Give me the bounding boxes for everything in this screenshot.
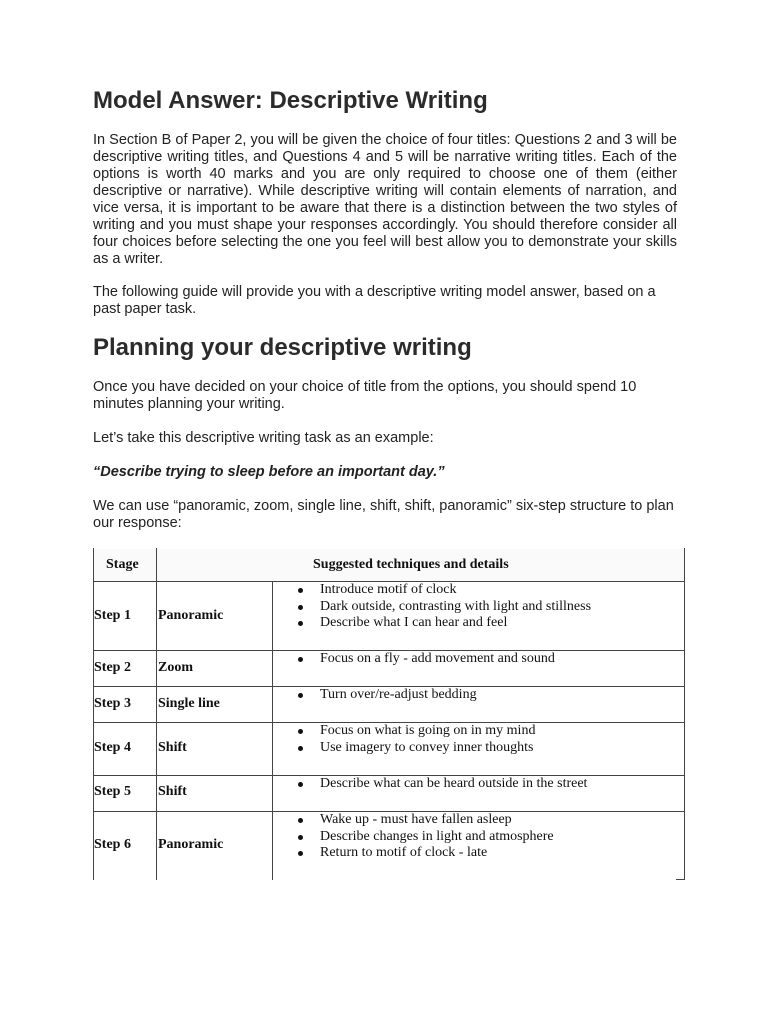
list-item: Turn over/re-adjust bedding — [293, 687, 477, 704]
row-technique: Shift — [158, 740, 187, 755]
row-technique: Panoramic — [158, 608, 224, 623]
row-step: Step 2 — [94, 660, 131, 675]
bullet-icon — [298, 835, 303, 840]
list-item: Dark outside, contrasting with light and stillness — [293, 599, 591, 616]
bullet-icon — [298, 851, 303, 856]
table-left-border — [93, 548, 94, 880]
table-divider-1 — [156, 548, 157, 880]
table-divider-2 — [272, 581, 273, 880]
bullet-icon — [298, 657, 303, 662]
bullet-icon — [298, 605, 303, 610]
planning-paragraph-3: We can use “panoramic, zoom, single line, shift, shift, panoramic” six-step structure to plan our response: — [93, 498, 674, 531]
intro-paragraph-2: The following guide will provide you with a descriptive writing model answer, based on a past paper task. — [93, 284, 656, 317]
table-corner-mark — [676, 879, 685, 880]
row-details-list — [293, 687, 477, 704]
intro-paragraph-1: In Section B of Paper 2, you will be given the choice of four titles: Questions 2 and 3 will be descriptive writing titles, and Questions 4 and 5 will be narrative writing titles. Each of the options is worth 40 marks and you are only required to choose one of them (either descriptive or narrative). While descriptive writing will contain elements of narration, and vice versa, it is important to be aware that there is a distinction between the two styles of writing and you must shape your responses accordingly. You should therefore consider all four choices before selecting the one you feel will best allow you to demonstrate your skills as a writer. — [93, 132, 677, 267]
list-item: Introduce motif of clock — [293, 582, 591, 599]
bullet-icon — [298, 621, 303, 626]
plan-table — [93, 548, 685, 880]
table-header-techniques: Suggested techniques and details — [313, 557, 509, 572]
bullet-icon — [298, 782, 303, 787]
bullet-icon — [298, 818, 303, 823]
row-details-list — [293, 776, 587, 793]
row-step: Step 3 — [94, 696, 131, 711]
planning-paragraph-2: Let’s take this descriptive writing task as an example: — [93, 430, 434, 446]
row-step: Step 6 — [94, 837, 131, 852]
list-item: Describe what I can hear and feel — [293, 615, 591, 632]
row-details-list — [293, 582, 591, 632]
list-item: Focus on a fly - add movement and sound — [293, 651, 555, 668]
row-step: Step 4 — [94, 740, 131, 755]
table-right-border — [684, 548, 685, 880]
table-header-stage: Stage — [106, 557, 139, 572]
list-item: Return to motif of clock - late — [293, 845, 554, 862]
section-heading-planning: Planning your descriptive writing — [93, 334, 472, 361]
row-technique: Shift — [158, 784, 187, 799]
row-details-list — [293, 812, 554, 862]
list-item: Use imagery to convey inner thoughts — [293, 740, 535, 757]
list-item: Describe changes in light and atmosphere — [293, 829, 554, 846]
list-item: Focus on what is going on in my mind — [293, 723, 535, 740]
list-item: Describe what can be heard outside in the street — [293, 776, 587, 793]
row-step: Step 5 — [94, 784, 131, 799]
planning-paragraph-1: Once you have decided on your choice of title from the options, you should spend 10 minutes planning your writing. — [93, 379, 637, 412]
row-step: Step 1 — [94, 608, 131, 623]
bullet-icon — [298, 693, 303, 698]
row-technique: Zoom — [158, 660, 193, 675]
row-technique: Panoramic — [158, 837, 224, 852]
bullet-icon — [298, 746, 303, 751]
task-quote: “Describe trying to sleep before an important day.” — [93, 464, 445, 480]
page-title: Model Answer: Descriptive Writing — [93, 87, 488, 114]
bullet-icon — [298, 729, 303, 734]
list-item: Wake up - must have fallen asleep — [293, 812, 554, 829]
bullet-icon — [298, 588, 303, 593]
row-details-list — [293, 651, 555, 668]
row-details-list — [293, 723, 535, 756]
row-technique: Single line — [158, 696, 220, 711]
